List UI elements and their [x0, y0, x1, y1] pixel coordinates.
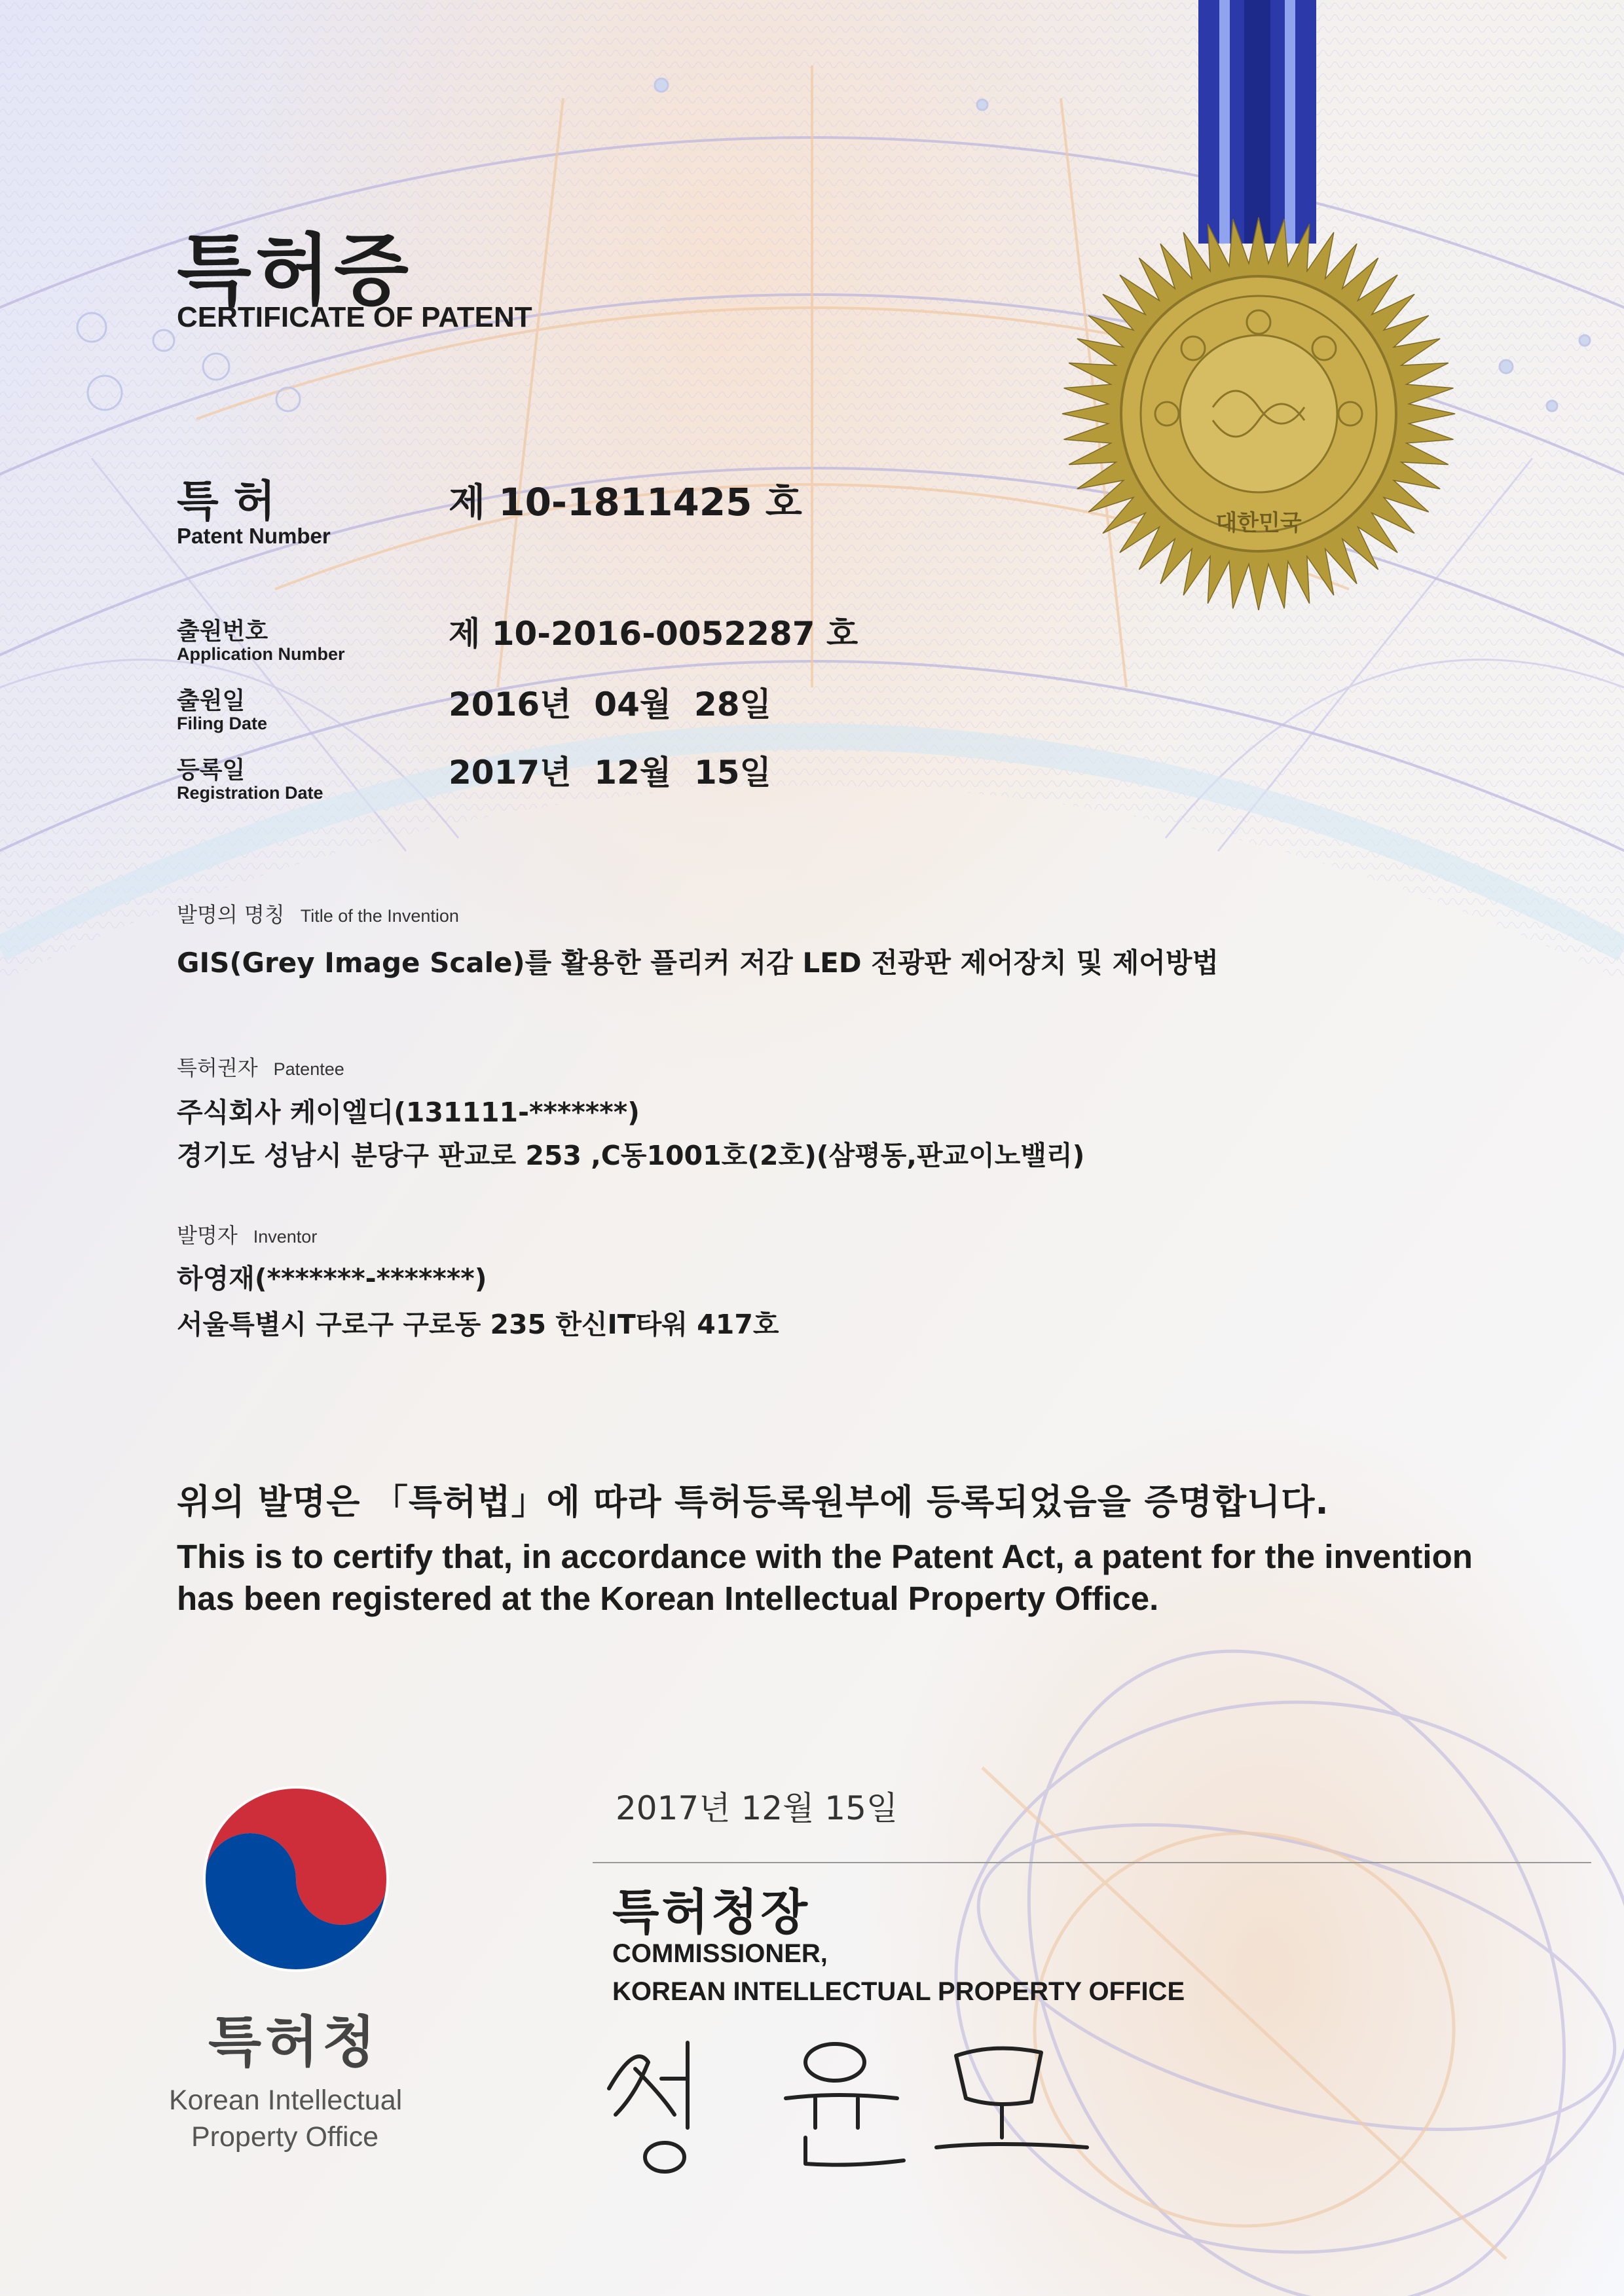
office-name-en-line2: Property Office: [191, 2121, 378, 2153]
application-number-label-en: Application Number: [177, 644, 345, 664]
certification-text-ko: 위의 발명은 「특허법」에 따라 특허등록원부에 등록되었음을 증명합니다.: [177, 1482, 1329, 1522]
invention-label-ko: 발명의 명칭: [177, 902, 285, 927]
patent-number-label-en: Patent Number: [177, 524, 331, 548]
office-name-ko: 특허청: [208, 2010, 380, 2074]
certification-text-en-line1: This is to certify that, in accordance with the Patent Act, a patent for the invention: [177, 1538, 1473, 1575]
seal-inscription: 대한민국: [1215, 510, 1302, 536]
signature-icon: [589, 2016, 1113, 2187]
commissioner-title-ko: 특허청장: [612, 1884, 810, 1941]
taegeuk-logo-icon: [198, 1781, 394, 1977]
issue-date: 2017년 12월 15일: [616, 1789, 898, 1827]
patent-number-value: 제 10-1811425 호: [449, 480, 802, 524]
invention-title: GIS(Grey Image Scale)를 활용한 플리커 저감 LED 전광판 제어장치 및 제어방법: [177, 947, 1219, 979]
application-number-label-ko: 출원번호: [177, 618, 268, 645]
certificate-title-en: CERTIFICATE OF PATENT: [177, 301, 532, 333]
certification-text-en-line2: has been registered at the Korean Intellectual Property Office.: [177, 1580, 1159, 1617]
patent-number-label-ko: 특 허: [177, 476, 276, 526]
invention-label-en: Title of the Invention: [300, 906, 459, 926]
inventor-label-en: Inventor: [253, 1227, 318, 1247]
inventor-section-label: [177, 1219, 317, 1249]
registration-date-label-ko: 등록일: [177, 757, 246, 784]
patentee-address: 경기도 성남시 분당구 판교로 253 ,C동1001호(2호)(삼평동,판교이노밸리): [177, 1140, 1085, 1171]
ribbon-icon: [1198, 0, 1316, 244]
office-name-en-line1: Korean Intellectual: [169, 2085, 403, 2116]
registration-date-label-en: Registration Date: [177, 783, 323, 803]
application-number-value: 제 10-2016-0052287 호: [449, 615, 858, 653]
filing-date-label-en: Filing Date: [177, 714, 268, 733]
commissioner-title-en-line2: KOREAN INTELLECTUAL PROPERTY OFFICE: [612, 1977, 1185, 2006]
commissioner-title-en-line1: COMMISSIONER,: [612, 1939, 828, 1968]
patentee-section-label: [177, 1051, 344, 1082]
invention-section-label: [177, 898, 459, 928]
inventor-label-ko: 발명자: [177, 1223, 238, 1248]
certificate-title-ko: 특허증: [177, 225, 413, 316]
patentee-label-ko: 특허권자: [177, 1055, 258, 1080]
gold-seal-icon: [1056, 211, 1462, 617]
patentee-name: 주식회사 케이엘디(131111-*******): [177, 1097, 640, 1128]
inventor-name: 하영재(*******-*******): [177, 1263, 487, 1294]
patentee-label-en: Patentee: [273, 1059, 344, 1079]
registration-date-value: 2017년 12월 15일: [449, 754, 771, 792]
filing-date-label-ko: 출원일: [177, 687, 246, 714]
inventor-address: 서울특별시 구로구 구로동 235 한신IT타워 417호: [177, 1309, 779, 1340]
filing-date-value: 2016년 04월 28일: [449, 685, 771, 723]
